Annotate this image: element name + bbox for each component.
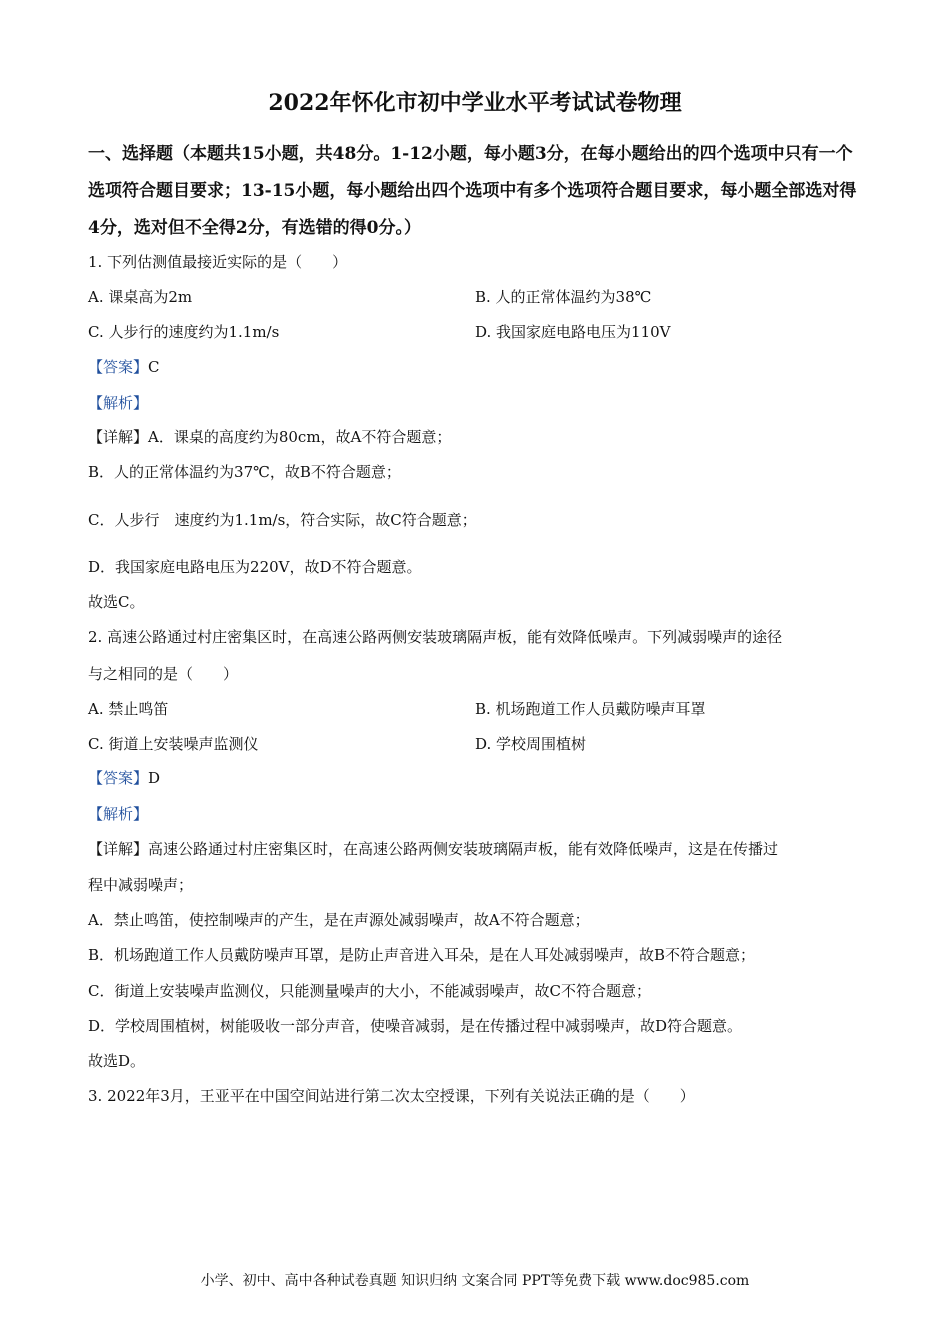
footer-text: 小学、初中、高中各种试卷真题 知识归纳 文案合同 PPT等免费下载 www.doc985.com (200, 1273, 750, 1289)
q1-analysis-label: 【解析】 (88, 394, 149, 412)
q2-option-d: D. 学校周围植树 (475, 735, 587, 753)
q1-option-a: A. 课桌高为2m (88, 288, 193, 306)
q2-detail-line2: 程中减弱噪声； (88, 876, 194, 894)
q1-detail-b: B．人的正常体温约为37℃，故B不符合题意； (88, 463, 401, 481)
q2-option-c: C. 街道上安装噪声监测仪 (88, 735, 259, 753)
q2-detail-line1: 【详解】高速公路通过村庄密集区时，在高速公路两侧安装玻璃隔声板，能有效降低噪声，这是在传播过 (88, 840, 779, 858)
q1-stem: 1. 下列估测值最接近实际的是（ ） (88, 253, 348, 271)
q2-detail-b: B．机场跑道工作人员戴防噪声耳罩，是防止声音进入耳朵，是在人耳处减弱噪声，故B不符合题意； (88, 946, 756, 964)
answer-label: 【答案】 (88, 358, 149, 376)
q2-option-b: B. 机场跑道工作人员戴防噪声耳罩 (475, 700, 706, 718)
q2-stem-line2: 与之相同的是（ ） (88, 665, 239, 683)
q2-detail-a: A．禁止鸣笛，使控制噪声的产生，是在声源处减弱噪声，故A不符合题意； (88, 911, 590, 929)
exam-title: 2022年怀化市初中学业水平考试试卷物理 (268, 90, 682, 116)
q2-answer-value: D (148, 769, 161, 787)
q2-detail-c: C．街道上安装噪声监测仪，只能测量噪声的大小，不能减弱噪声，故C不符合题意； (88, 982, 651, 1000)
q1-option-b: B. 人的正常体温约为38℃ (475, 288, 652, 306)
q1-conclusion: 故选C。 (88, 593, 145, 611)
q2-detail-d: D．学校周围植树，树能吸收一部分声音，使噪音减弱，是在传播过程中减弱噪声，故D符合题意。 (88, 1017, 743, 1035)
section-header: 一、选择题（本题共15小题，共48分。1-12小题，每小题3分，在每小题给出的四个选项中只有一个选项符合题目要求；13-15小题，每小题给出四个选项中有多个选项符合题目要求，每小题全部选对得4分，选对但不全得2分，有选错的得0分。） (88, 144, 857, 238)
q1-detail-c: C．人步行 速度约为1.1m/s，符合实际，故C符合题意； (88, 511, 477, 529)
q1-option-c: C. 人步行的速度约为1.1m/s (88, 323, 280, 341)
detail-label: 【详解】 (88, 840, 149, 858)
q1-answer-value: C (148, 358, 160, 376)
q1-detail-a: 【详解】A．课桌的高度约为80cm，故A不符合题意； (88, 428, 452, 446)
q2-analysis-label: 【解析】 (88, 805, 149, 823)
answer-label: 【答案】 (88, 769, 149, 787)
q2-conclusion: 故选D。 (88, 1052, 146, 1070)
q1-option-d: D. 我国家庭电路电压为110V (475, 323, 671, 341)
q1-answer (88, 356, 160, 377)
q2-answer (88, 767, 160, 788)
detail-label: 【详解】 (88, 428, 149, 446)
q1-detail-d: D．我国家庭电路电压为220V，故D不符合题意。 (88, 558, 422, 576)
q2-option-a: A. 禁止鸣笛 (88, 700, 169, 718)
q2-stem-line1: 2. 高速公路通过村庄密集区时，在高速公路两侧安装玻璃隔声板，能有效降低噪声。下列减弱噪声的途径 (88, 628, 783, 646)
q3-stem: 3. 2022年3月，王亚平在中国空间站进行第二次太空授课，下列有关说法正确的是（ ） (88, 1087, 695, 1105)
